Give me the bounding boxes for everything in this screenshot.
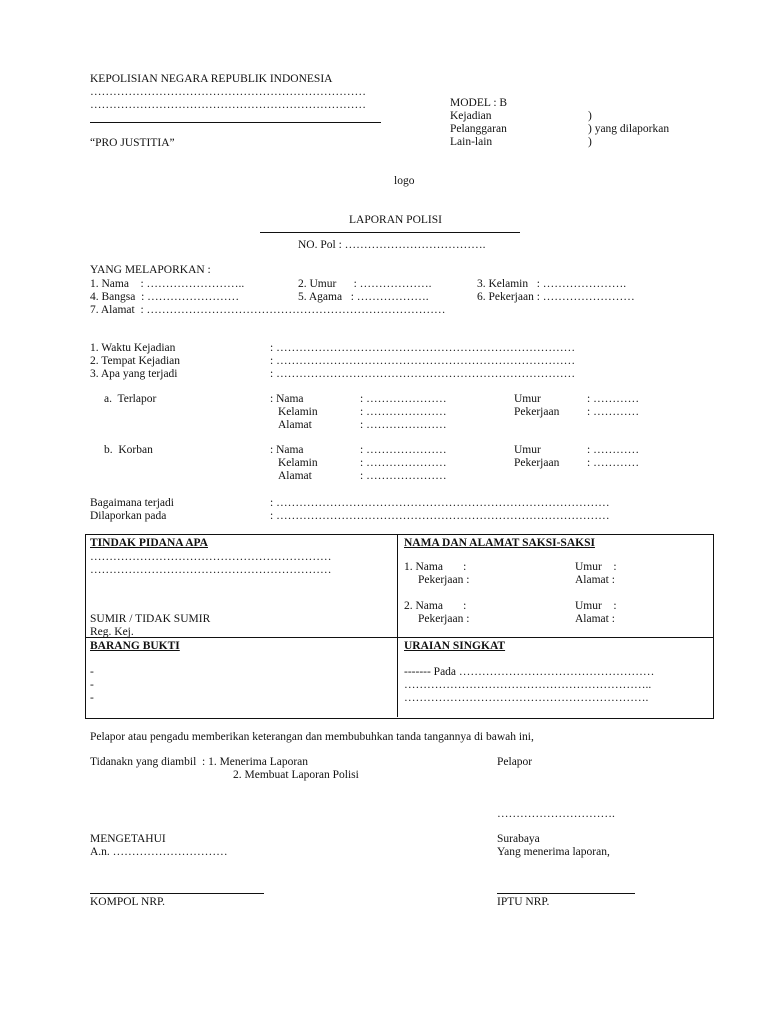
pelapor-signature-label: Pelapor [497,756,533,768]
korban-nama-value: : ………………… [360,444,447,456]
apa-terjadi-label: 3. Apa yang terjadi [90,368,178,380]
bracket: ) [588,110,592,122]
dilaporkan-pada-value: : …………………………………………………………………………… [270,510,610,522]
barang-bukti-item: - [90,692,94,704]
korban-label: b. Korban [104,444,153,456]
korban-alamat-value: : ………………… [360,470,447,482]
terlapor-alamat-label: Alamat [278,419,312,431]
terlapor-nama-value: : ………………… [360,393,447,405]
terlapor-pekerjaan-label: Pekerjaan [514,406,560,418]
tempat-kejadian-label: 2. Tempat Kejadian [90,355,180,367]
lainlain-option: Lain-lain [450,136,493,148]
pro-justitia-label: “PRO JUSTITIA” [90,137,175,149]
apa-terjadi-value: : …………………………………………………………………… [270,368,576,380]
barang-bukti-item: - [90,679,94,691]
korban-alamat-label: Alamat [278,470,312,482]
agency-dots-line: ……………………………………………………………… [90,99,366,111]
reg-kej-label: Reg. Kej. [90,626,134,638]
kejadian-option: Kejadian [450,110,492,122]
uraian-line: ………………………………………………………. [404,692,649,704]
saksi2-nama-label: 2. Nama : [404,600,467,612]
saksi2-alamat-label: Alamat : [575,613,615,625]
tindak-pidana-dots: ……………………………………………………… [90,551,332,563]
iptu-nrp-label: IPTU NRP. [497,896,550,908]
no-pol-field: NO. Pol : ………………………………. [298,239,486,251]
bagaimana-terjadi-label: Bagaimana terjadi [90,497,174,509]
yang-dilaporkan-label: ) yang dilaporkan [588,123,670,135]
pelapor-alamat-field: 7. Alamat : …………………………………………………………………… [90,304,446,316]
korban-pekerjaan-label: Pekerjaan [514,457,560,469]
korban-umur-label: Umur [514,444,541,456]
report-title: LAPORAN POLISI [349,214,442,226]
saksi2-umur-label: Umur : [575,600,617,612]
saksi1-pekerjaan-label: Pekerjaan : [418,574,470,586]
terlapor-alamat-value: : ………………… [360,419,447,431]
logo-placeholder: logo [394,175,415,187]
barang-bukti-item: - [90,666,94,678]
korban-pekerjaan-value: : ………… [587,457,640,469]
an-field: A.n. ………………………… [90,846,228,858]
pelapor-signature-line: …………………………. [497,808,615,820]
bagaimana-terjadi-value: : …………………………………………………………………………… [270,497,610,509]
pelapor-heading: YANG MELAPORKAN : [90,264,211,276]
tempat-kejadian-value: : …………………………………………………………………… [270,355,576,367]
korban-kelamin-label: Kelamin [278,457,318,469]
terlapor-nama-label: : Nama [270,393,304,405]
terlapor-kelamin-label: Kelamin [278,406,318,418]
sumir-label: SUMIR / TIDAK SUMIR [90,613,211,625]
uraian-singkat-heading: URAIAN SINGKAT [404,640,506,652]
bracket: ) [588,136,592,148]
table-row-divider [85,637,713,638]
kompol-nrp-label: KOMPOL NRP. [90,896,165,908]
waktu-kejadian-value: : …………………………………………………………………… [270,342,576,354]
waktu-kejadian-label: 1. Waktu Kejadian [90,342,176,354]
saksi1-nama-label: 1. Nama : [404,561,467,573]
tindakan-label: Tidanakn yang diambil : 1. Menerima Laporan [90,756,309,768]
dilaporkan-pada-label: Dilaporkan pada [90,510,167,522]
saksi1-umur-label: Umur : [575,561,617,573]
terlapor-pekerjaan-value: : ………… [587,406,640,418]
tindak-pidana-heading: TINDAK PIDANA APA [90,537,208,549]
title-divider [260,232,520,233]
iptu-signature-line [497,893,635,894]
statement-text: Pelapor atau pengadu memberikan keterangan dan membubuhkan tanda tangannya di bawah ini, [90,731,534,743]
mengetahui-label: MENGETAHUI [90,833,166,845]
terlapor-umur-label: Umur [514,393,541,405]
table-column-divider [397,534,398,717]
korban-kelamin-value: : ………………… [360,457,447,469]
saksi-heading: NAMA DAN ALAMAT SAKSI-SAKSI [404,537,595,549]
tindakan-item: 2. Membuat Laporan Polisi [233,769,359,781]
uraian-line: ------- Pada …………………………………………… [404,666,655,678]
pelapor-agama-field: 5. Agama : ………………. [298,291,429,303]
surabaya-label: Surabaya [497,833,540,845]
saksi2-pekerjaan-label: Pekerjaan : [418,613,470,625]
pelapor-pekerjaan-field: 6. Pekerjaan : …………………… [477,291,635,303]
pelapor-bangsa-field: 4. Bangsa : …………………… [90,291,240,303]
terlapor-umur-value: : ………… [587,393,640,405]
korban-umur-value: : ………… [587,444,640,456]
agency-title: KEPOLISIAN NEGARA REPUBLIK INDONESIA [90,73,333,85]
pelapor-kelamin-field: 3. Kelamin : …………………. [477,278,627,290]
saksi1-alamat-label: Alamat : [575,574,615,586]
terlapor-label: a. Terlapor [104,393,157,405]
kompol-signature-line [90,893,264,894]
terlapor-kelamin-value: : ………………… [360,406,447,418]
penerima-label: Yang menerima laporan, [497,846,610,858]
pelanggaran-option: Pelanggaran [450,123,507,135]
pelapor-umur-field: 2. Umur : ………………. [298,278,432,290]
uraian-line: ……………………………………………………….. [404,679,652,691]
model-label: MODEL : B [450,97,508,109]
tindak-pidana-dots: ……………………………………………………… [90,564,332,576]
header-divider [90,122,381,123]
korban-nama-label: : Nama [270,444,304,456]
pelapor-nama-field: 1. Nama : …………………….. [90,278,245,290]
agency-dots-line: ……………………………………………………………… [90,86,366,98]
barang-bukti-heading: BARANG BUKTI [90,640,180,652]
